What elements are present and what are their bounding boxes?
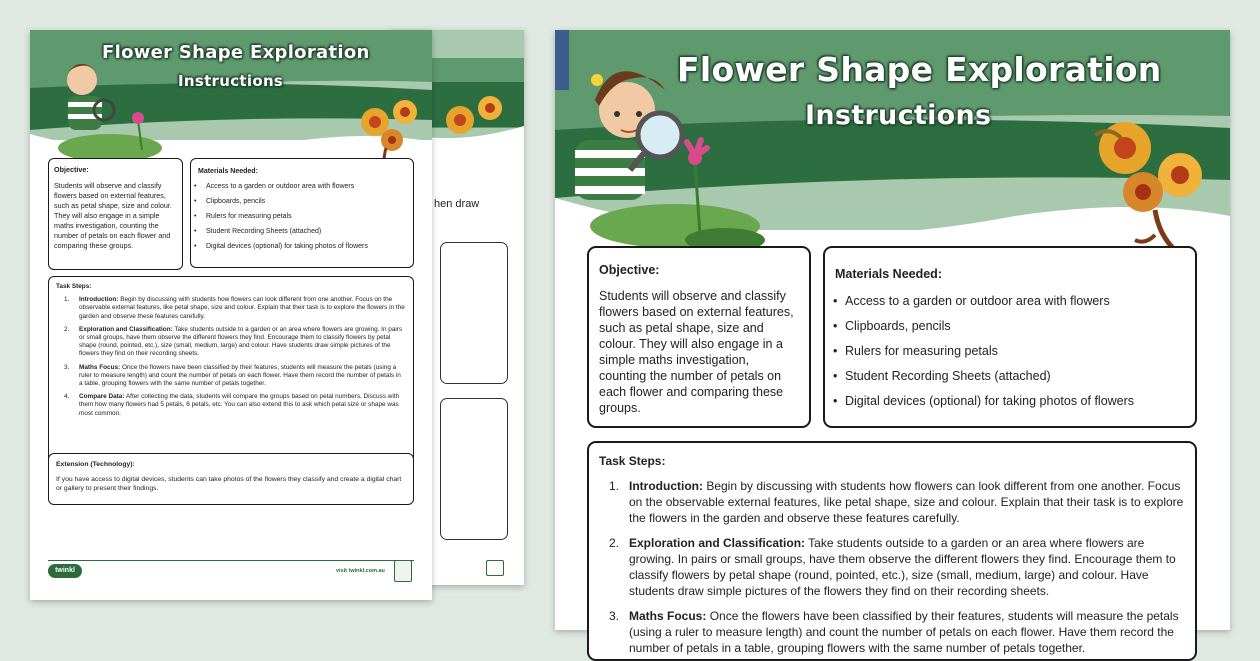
objective-heading: Objective: <box>599 263 660 277</box>
material-item: • Student Recording Sheets (attached) <box>845 368 1185 384</box>
small-extension-heading: Extension (Technology): <box>56 461 135 468</box>
materials-box <box>823 246 1197 428</box>
back-sheet-box-1 <box>440 242 508 384</box>
curriculum-badge <box>394 560 412 582</box>
small-material-item: • Rulers for measuring petals <box>206 212 406 221</box>
small-materials-box <box>190 158 414 268</box>
large-title: Flower Shape Exploration <box>677 50 1162 89</box>
step-item: 3. Maths Focus: Once the flowers have been classified by their features, students will measure the petals (using a ruler to measure length) and count the number of petals on each flower. Have them record the number of petals in a table, grouping flowers with the same number of petals together. <box>609 609 1179 655</box>
small-step: 4. Compare Data: After collecting the data, students will compare the groups based on petal numbers. Discuss with them how many flowers had 5 petals, 6 petals, etc. You can also extend this to ask which petal size or shape was most common. <box>64 393 400 417</box>
small-objective-text: Students will observe and classify flowers based on external features, such as petal shape, size and colour. They will also engage in a simple maths investigation, counting the number of petals on each flower and comparing these groups. <box>54 181 172 250</box>
small-step: 1. Introduction: Begin by discussing with students how flowers can look different from one another. Focus on the observable external features, like petal shape, size and colour. Explain that their task is to explore the flowers in the garden and observe these features carefully. <box>64 296 405 320</box>
back-sheet-logo <box>486 560 504 576</box>
step-item: 2. Exploration and Classification: Take students outside to a garden or an area where flowers are growing. In pairs or small groups, have them observe the different flowers they find. Encourage them to classify flowers by petal shape (round, pointed, etc.), size (small, medium, large) and colour. Have students draw simple pictures of the flowers they find on their recording sheets. <box>609 536 1176 598</box>
small-steps-box <box>48 276 414 472</box>
steps-box <box>587 441 1197 661</box>
small-material-item: • Clipboards, pencils <box>206 197 406 206</box>
small-step: 3. Maths Focus: Once the flowers have been classified by their features, students will measure the petals (using a ruler to measure length) and count the number of petals on each flower. Have them record the number of petals in a table, grouping flowers with the same number of petals together. <box>64 363 401 388</box>
small-material-item: • Student Recording Sheets (attached) <box>206 227 406 236</box>
materials-heading: Materials Needed: <box>835 267 942 281</box>
small-steps-heading: Task Steps: <box>56 283 92 290</box>
twinkl-logo: twinkl <box>48 564 82 578</box>
steps-heading: Task Steps: <box>599 454 666 468</box>
large-sheet <box>555 30 1230 655</box>
small-material-item: • Digital devices (optional) for taking photos of flowers <box>206 242 406 251</box>
material-item: • Digital devices (optional) for taking photos of flowers <box>845 393 1185 409</box>
material-item: • Rulers for measuring petals <box>845 343 1185 359</box>
material-item: • Clipboards, pencils <box>845 318 1185 334</box>
small-title: Flower Shape Exploration <box>102 42 370 63</box>
back-sheet-box-2 <box>440 398 508 540</box>
small-materials-heading: Materials Needed: <box>198 168 258 175</box>
small-extension-box <box>48 453 414 505</box>
objective-text: Students will observe and classify flowers based on external features, such as petal shape, size and colour. They will also engage in a simple maths investigation, counting the number of petals on each flower and comparing these groups. <box>599 289 794 415</box>
small-subtitle: Instructions <box>178 72 284 90</box>
small-extension-text: If you have access to digital devices, students can take photos of the flowers they classify and create a digital chart or gallery to present their findings. <box>56 476 402 492</box>
footer-url: visit twinkl.com.au <box>336 568 385 574</box>
small-footer-rule <box>48 560 414 561</box>
material-item: • Access to a garden or outdoor area with flowers <box>845 293 1185 309</box>
small-step: 2. Exploration and Classification: Take students outside to a garden or an area where flowers are growing. In pairs or small groups, have them observe the different flowers they find. Encourage them to classify flowers by petal shape (round, pointed, etc.), size (small, medium, large) and colour. Have students draw simple pictures of the flowers they find on their recording sheets. <box>64 325 403 358</box>
step-item: 1. Introduction: Begin by discussing with students how flowers can look different from one another. Focus on the observable external features, like petal shape, size and colour. Explain that their task is to explore the flowers in the garden and observe these features carefully. <box>609 479 1184 525</box>
large-subtitle: Instructions <box>805 100 992 131</box>
small-sheet <box>30 30 432 600</box>
small-objective-box <box>48 158 183 270</box>
small-material-item: • Access to a garden or outdoor area with flowers <box>206 182 406 191</box>
objective-box <box>587 246 811 428</box>
back-sheet-text: hen draw <box>434 198 480 210</box>
small-objective-heading: Objective: <box>54 165 89 174</box>
